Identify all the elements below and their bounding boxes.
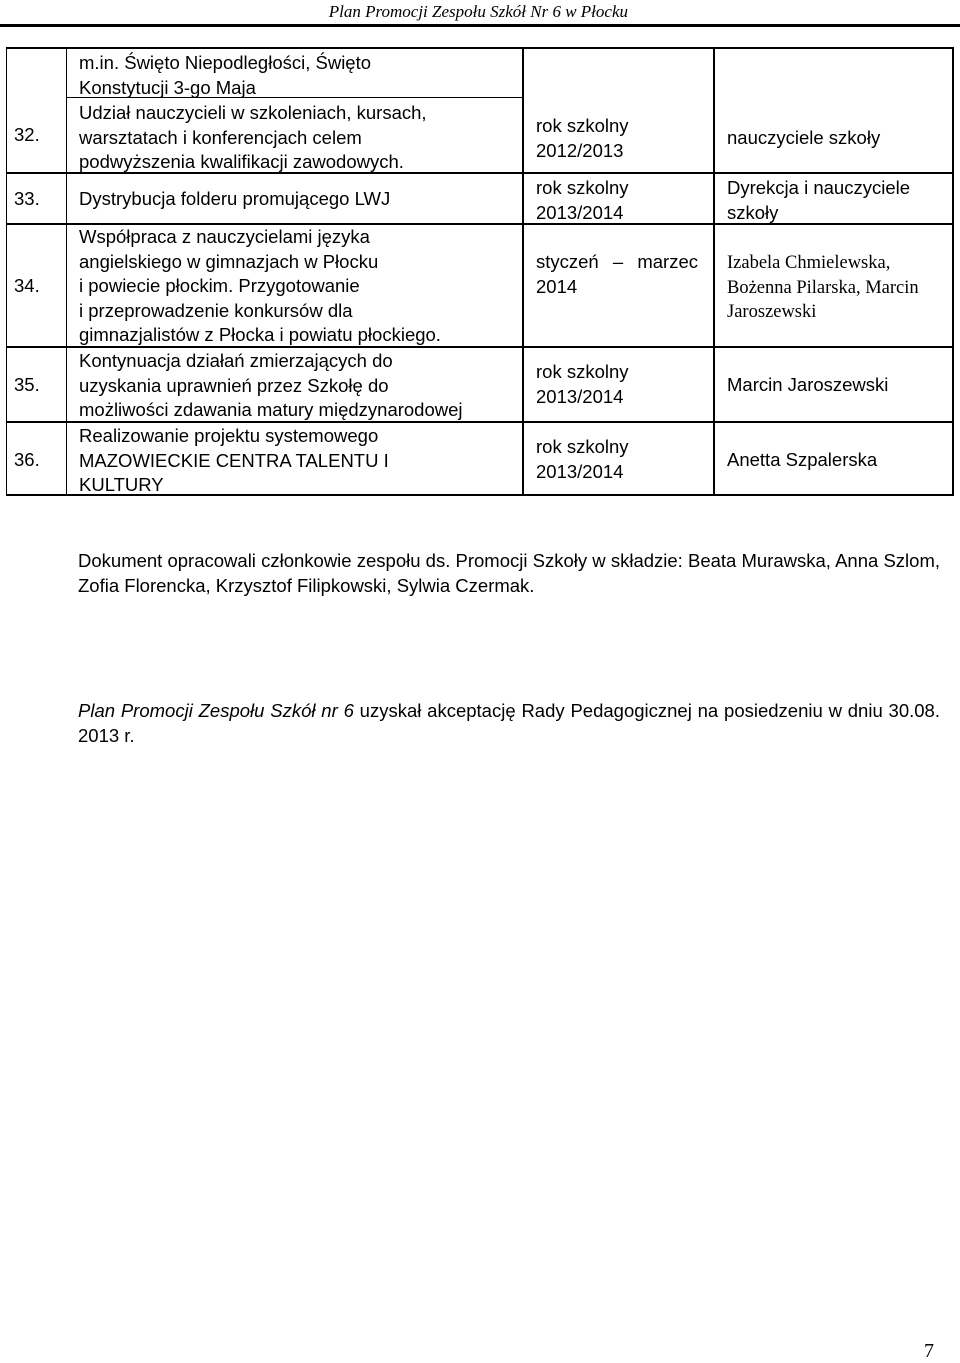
approval-note — [14, 698, 940, 748]
table-cell-responsible: Marcin Jaroszewski — [727, 374, 889, 395]
approval-plan-title: Plan Promocji Zespołu Szkół nr 6 — [78, 700, 354, 721]
table-cell-responsible: Anetta Szpalerska — [727, 449, 878, 470]
table-cell-task: m.in. Święto Niepodległości, Święto Konstytucji 3-go Maja — [79, 52, 372, 98]
table-cell-responsible: nauczyciele szkoły — [727, 127, 881, 148]
table-border-right — [952, 47, 954, 496]
table-cell-number: 36. — [14, 449, 40, 470]
table-cell-date: rok szkolny 2013/2014 — [536, 361, 629, 407]
table-cell-date: rok szkolny 2012/2013 — [536, 115, 629, 161]
table-column-divider — [66, 47, 67, 496]
table-cell-number: 35. — [14, 374, 40, 395]
table-cell-date: styczeń – marzec 2014 — [536, 251, 698, 297]
table-cell-task: Dystrybucja folderu promującego LWJ — [79, 188, 391, 209]
table-column-divider — [522, 47, 524, 496]
table-column-divider — [713, 47, 715, 496]
table-cell-date: rok szkolny 2013/2014 — [536, 177, 629, 223]
page-number: 7 — [924, 1340, 934, 1362]
authors-note — [14, 548, 940, 598]
authors-note-text: Dokument opracowali członkowie zespołu ds. Promocji Szkoły w składzie: Beata Murawska, Anna Szlom, Zofia Florencka, Krzysztof Filipkowski, Sylwia Czermak. — [78, 550, 940, 596]
table-cell-number: 32. — [14, 124, 40, 145]
table-cell-task: Współpraca z nauczycielami języka angielskiego w gimnazjach w Płocku i powiecie płockim. Przygotowanie i przeprowadzenie konkursów dla gimnazjalistów z Płocka i powiatu płockiego. — [79, 226, 441, 345]
table-cell-date: rok szkolny 2013/2014 — [536, 436, 629, 482]
table-cell-number: 34. — [14, 275, 40, 296]
running-header: Plan Promocji Zespołu Szkół Nr 6 w Płocku — [328, 2, 628, 21]
table-cell-responsible: Izabela Chmielewska, Bożenna Pilarska, Marcin Jaroszewski — [727, 253, 919, 322]
header-rule — [0, 24, 960, 27]
table-cell-number: 33. — [14, 188, 40, 209]
table-cell-task: Kontynuacja działań zmierzających do uzyskania uprawnień przez Szkołę do możliwości zdawania matury międzynarodowej — [79, 350, 463, 420]
table-cell-task: Udział nauczycieli w szkoleniach, kursach, warsztatach i konferencjach celem podwyższenia kwalifikacji zawodowych. — [79, 102, 427, 172]
table-cell-task: Realizowanie projektu systemowego MAZOWIECKIE CENTRA TALENTU I KULTURY — [79, 425, 389, 495]
table-border-top — [6, 47, 954, 49]
approval-note-text — [14, 698, 940, 748]
approval-note-rest: uzyskał akceptację Rady Pedagogicznej na posiedzeniu w dniu 30.08. 2013 r. — [78, 700, 940, 746]
table-border-left — [6, 47, 7, 496]
table-cell-responsible: Dyrekcja i nauczyciele szkoły — [727, 177, 911, 223]
